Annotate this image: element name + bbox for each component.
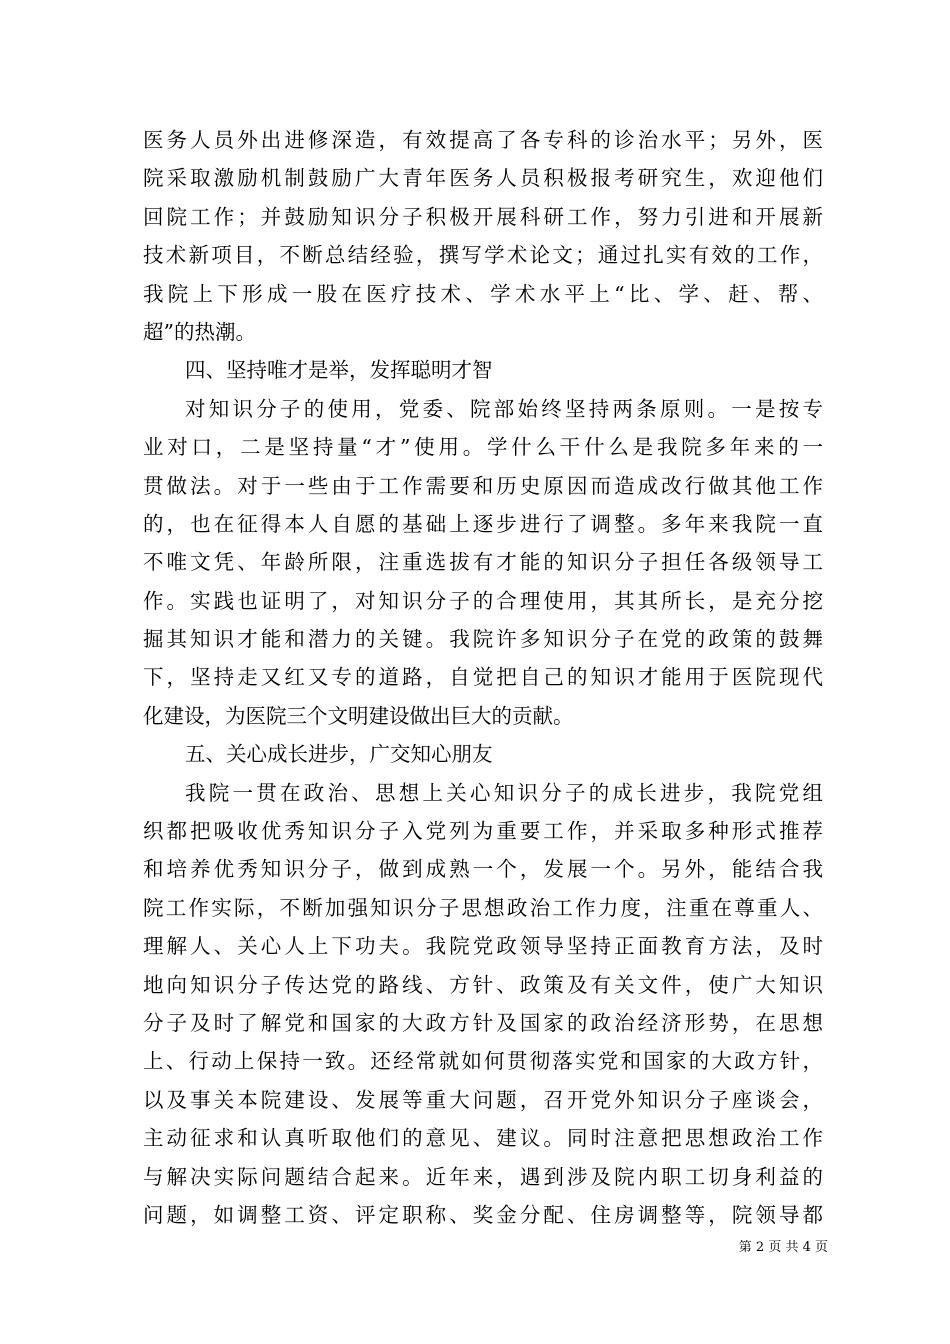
text-line: 技术新项目，不断总结经验，撰写学术论文；通过扎实有效的工作，	[143, 243, 823, 268]
text-line: 织都把吸收优秀知识分子入党列为重要工作，并采取多种形式推荐	[143, 819, 823, 844]
text-line: 业对口，二是坚持量“才”使用。学什么干什么是我院多年来的一	[143, 435, 823, 460]
page-number: 第 2 页 共 4 页	[738, 1240, 828, 1255]
document-body	[143, 121, 823, 1234]
text-line: 院工作实际，不断加强知识分子思想政治工作力度，注重在尊重人、	[143, 895, 823, 920]
text-line: 的，也在征得本人自愿的基础上逐步进行了调整。多年来我院一直	[143, 511, 823, 536]
text-line: 我院一贯在政治、思想上关心知识分子的成长进步，我院党组	[185, 780, 823, 805]
text-line: 作。实践也证明了，对知识分子的合理使用，其其所长，是充分挖	[143, 588, 823, 613]
text-line: 回院工作；并鼓励知识分子积极开展科研工作，努力引进和开展新	[143, 204, 823, 229]
text-line: 下，坚持走又红又专的道路，自觉把自己的知识才能用于医院现代	[143, 665, 823, 690]
text-line: 我院上下形成一股在医疗技术、学术水平上“比、学、赶、帮、	[143, 281, 823, 306]
text-line: 不唯文凭、年龄所限，注重选拔有才能的知识分子担任各级领导工	[143, 550, 823, 575]
text-line: 对知识分子的使用，党委、院部始终坚持两条原则。一是按专	[185, 396, 823, 421]
text-line: 化建设，为医院三个文明建设做出巨大的贡献。	[143, 703, 574, 728]
text-line: 和培养优秀知识分子，做到成熟一个，发展一个。另外，能结合我	[143, 857, 823, 882]
text-line: 掘其知识才能和潜力的关键。我院许多知识分子在党的政策的鼓舞	[143, 627, 823, 652]
section-heading: 四、坚持唯才是举，发挥聪明才智	[185, 358, 493, 383]
text-line: 主动征求和认真听取他们的意见、建议。同时注意把思想政治工作	[143, 1126, 823, 1151]
text-line: 医务人员外出进修深造，有效提高了各专科的诊治水平；另外，医	[143, 128, 823, 152]
text-line: 分子及时了解党和国家的大政方针及国家的政治经济形势，在思想	[143, 1010, 823, 1035]
text-line: 超”的热潮。	[143, 319, 256, 344]
text-line: 问题，如调整工资、评定职称、奖金分配、住房调整等，院领导都	[143, 1202, 823, 1227]
text-line: 上、行动上保持一致。还经常就如何贯彻落实党和国家的大政方针，	[143, 1049, 823, 1074]
text-line: 与解决实际问题结合起来。近年来，遇到涉及院内职工切身利益的	[143, 1164, 823, 1189]
section-heading: 五、关心成长进步，广交知心朋友	[185, 742, 493, 767]
text-line: 理解人、关心人上下功夫。我院党政领导坚持正面教育方法，及时	[143, 934, 823, 959]
text-line: 以及事关本院建设、发展等重大问题，召开党外知识分子座谈会，	[143, 1087, 823, 1112]
text-line: 地向知识分子传达党的路线、方针、政策及有关文件，使广大知识	[143, 972, 823, 997]
text-line: 院采取激励机制鼓励广大青年医务人员积极报考研究生，欢迎他们	[143, 166, 823, 191]
text-line: 贯做法。对于一些由于工作需要和历史原因而造成改行做其他工作	[143, 473, 823, 498]
